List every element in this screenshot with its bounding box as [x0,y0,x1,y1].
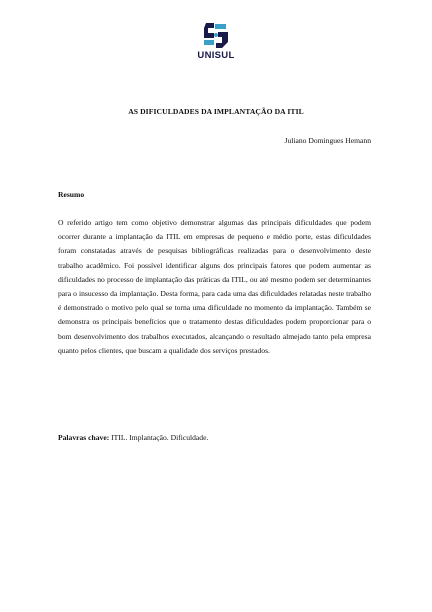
abstract-heading: Resumo [58,190,85,199]
abstract-text: O referido artigo tem como objetivo demonstrar algumas das principais dificuldades que podem ocorrer durante a implantação da ITIL em empresas de pequeno e médio porte, estas dificuldades foram constatadas através de pesquisas bibliográficas realizadas para o desenvolvimento deste trabalho acadêmico. Foi possível identificar alguns dos principais fatores que podem aumentar as dificuldades no processo de implantação das práticas da ITIL, ou até mesmo podem ser determinantes para o insucesso da implantação. Desta forma, para cada uma das dificuldades relatadas neste trabalho é demonstrado o motivo pelo qual se torna uma dificuldade no momento da implantação. Também se demonstra os principais benefícios que o tratamento destas dificuldades podem proporcionar para o bom desenvolvimento dos trabalhos executados, alcançando o resultado almejado tanto pela empresa quanto pelos clientes, que buscam a qualidade dos serviços prestados. [58,218,371,355]
keywords-label: Palavras chave: [58,433,110,442]
paper-author: Juliano Domingues Hemann [284,136,371,145]
keywords-value: ITIL. Implantação. Dificuldade. [109,433,209,442]
logo-text: UNISUL [197,50,235,61]
paper-title: AS DIFICULDADES DA IMPLANTAÇÃO DA ITIL [128,107,304,116]
keywords [58,433,371,442]
